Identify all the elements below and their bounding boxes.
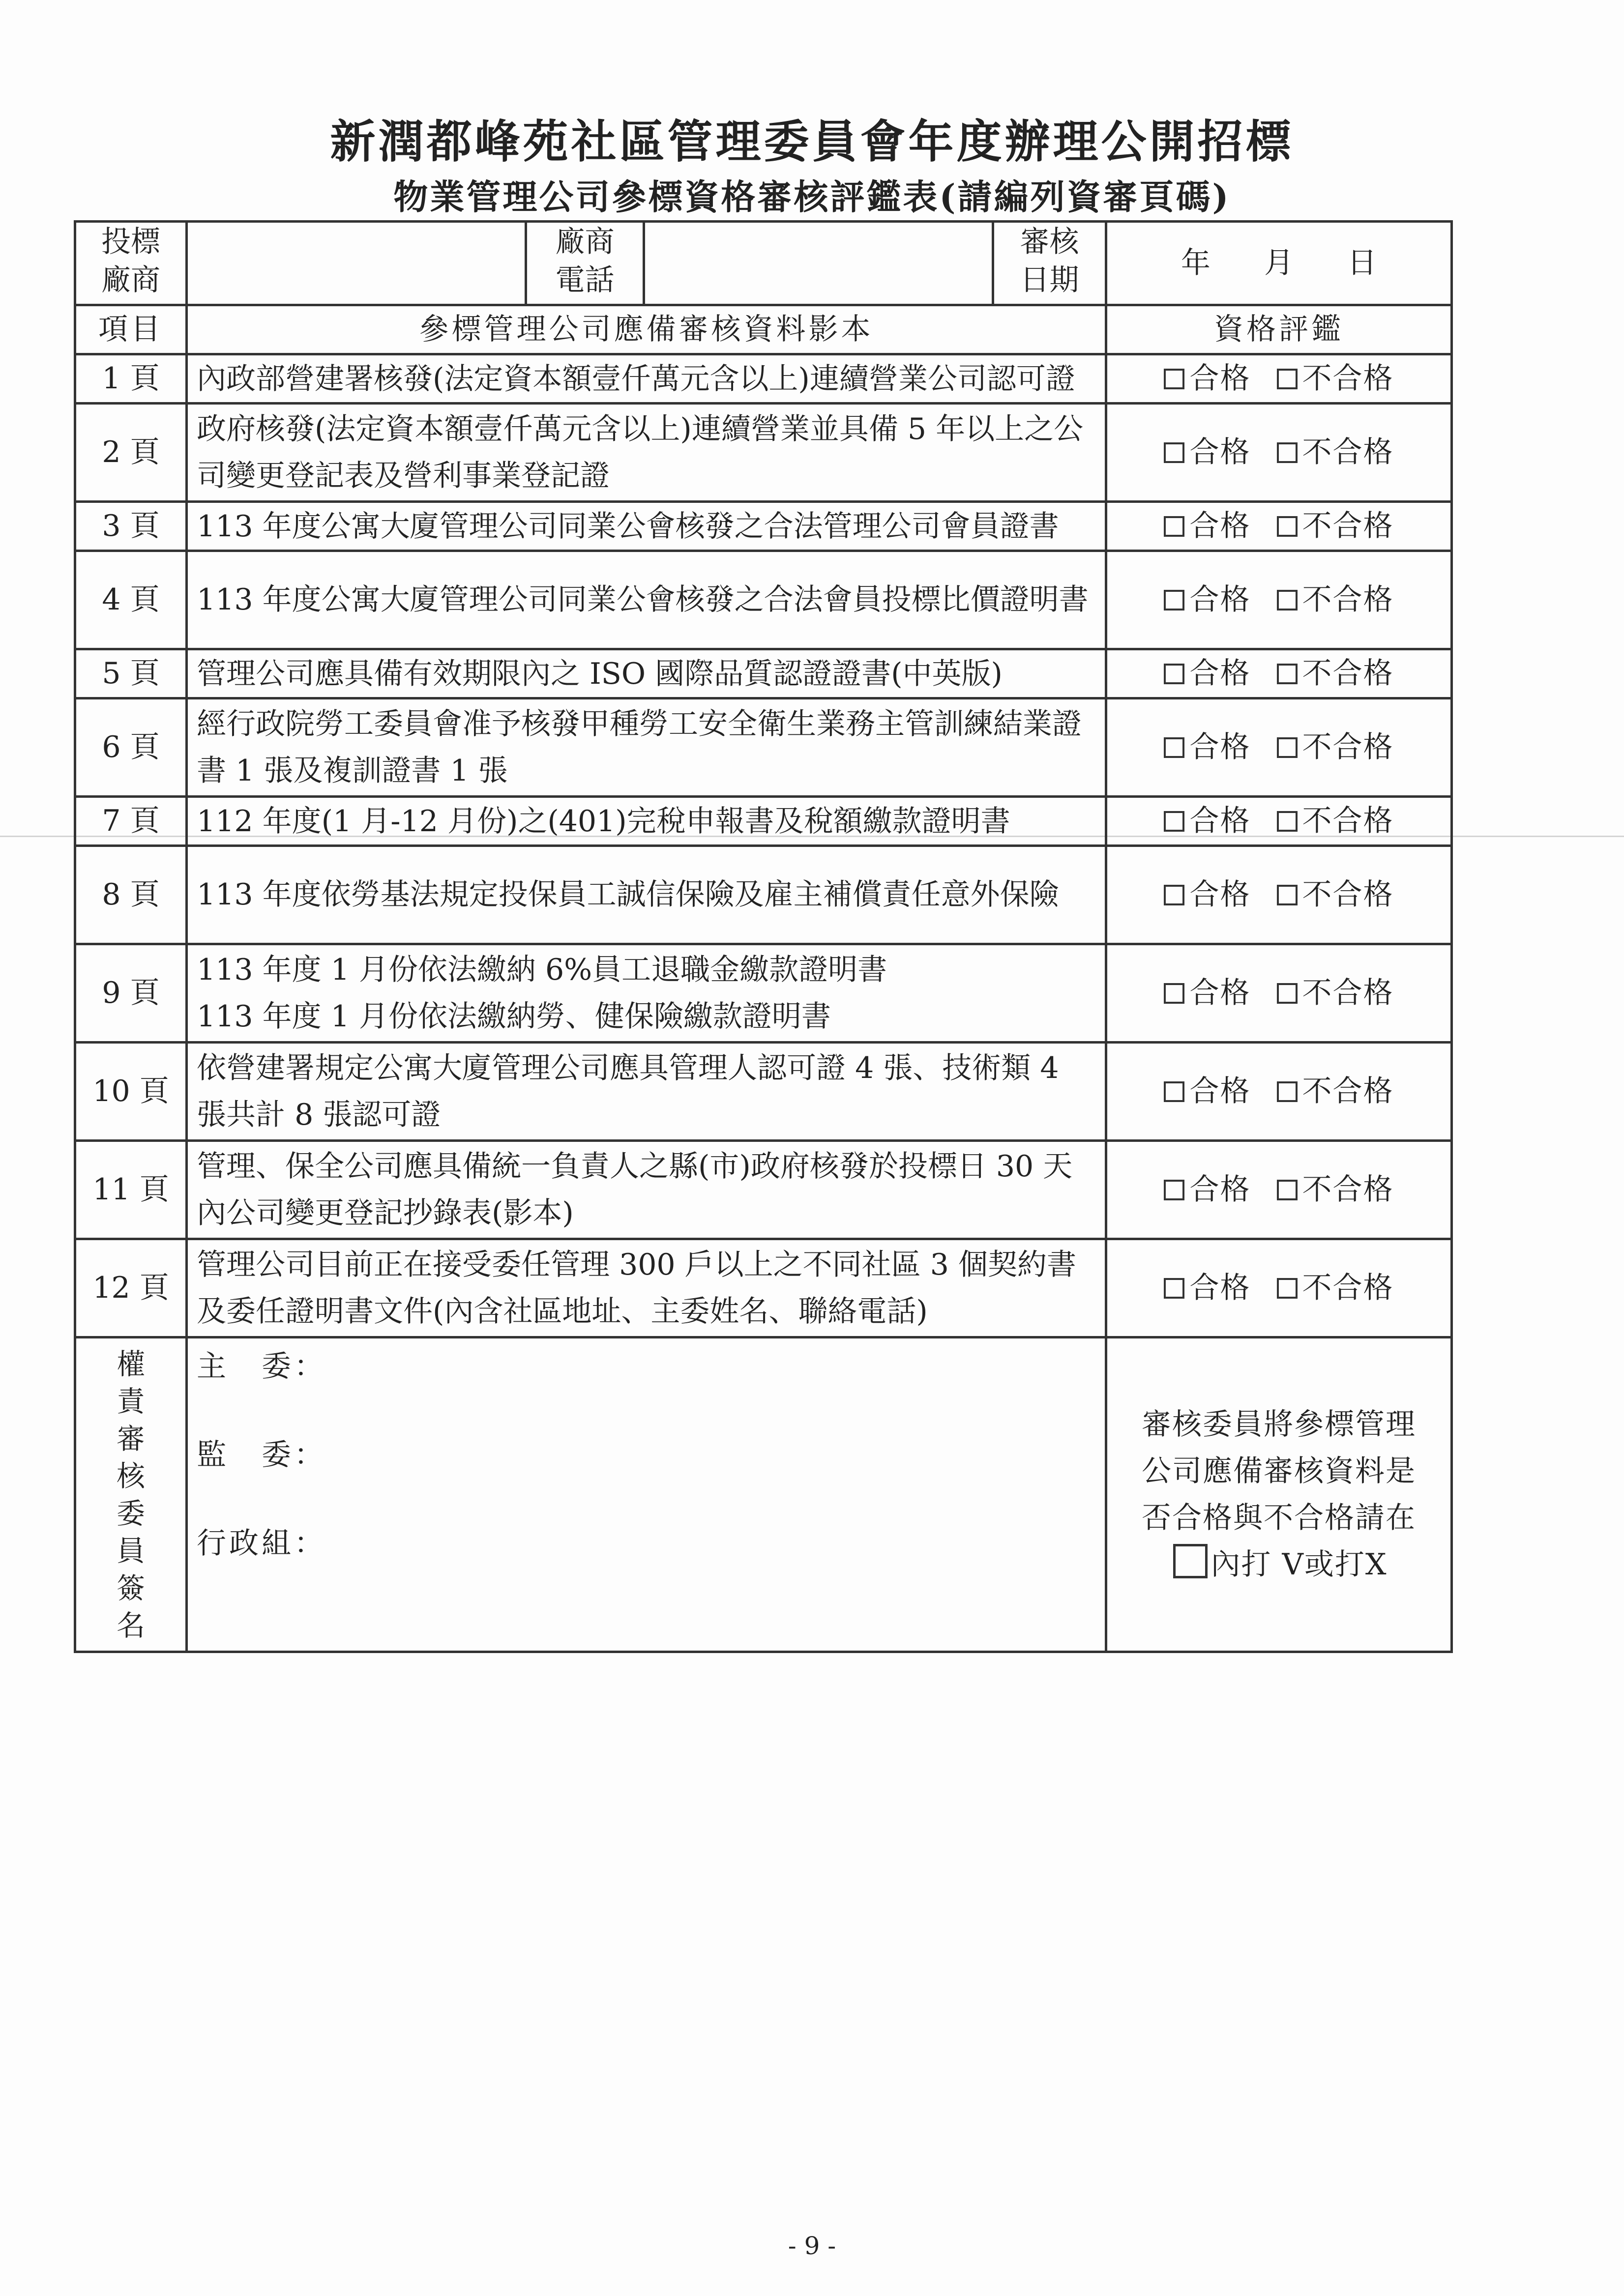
phone-field[interactable]	[644, 222, 993, 305]
eval-cell	[1106, 1239, 1452, 1337]
eval-cell	[1106, 354, 1452, 404]
table-row	[75, 649, 1452, 698]
fail-checkbox[interactable]: 不合格	[1277, 509, 1394, 543]
fail-checkbox[interactable]: 不合格	[1277, 656, 1394, 691]
fail-checkbox[interactable]: 不合格	[1277, 804, 1394, 838]
checkbox-icon	[1277, 1081, 1298, 1102]
checkbox-icon	[1164, 811, 1184, 832]
signature-label-cell	[75, 1337, 187, 1652]
page-cell: 2 頁	[75, 404, 187, 502]
checkbox-icon	[1277, 442, 1298, 463]
checkbox-icon	[1277, 885, 1298, 905]
page-cell: 12 頁	[75, 1239, 187, 1337]
checkbox-icon	[1164, 516, 1184, 537]
table-row	[75, 1239, 1452, 1337]
fail-checkbox[interactable]: 不合格	[1277, 976, 1394, 1010]
instruction-note	[1106, 1337, 1452, 1652]
checkbox-icon	[1164, 590, 1184, 610]
signature-row	[75, 1337, 1452, 1652]
checkbox-icon	[1277, 1180, 1298, 1200]
column-eval: 資格評鑑	[1106, 305, 1452, 354]
doc-cell: 經行政院勞工委員會准予核發甲種勞工安全衛生業務主管訓練結業證書 1 張及複訓證書 1 張	[187, 698, 1106, 797]
note-text-end: 內打 V或打X	[1211, 1547, 1388, 1582]
column-docs: 參標管理公司應備審核資料影本	[187, 305, 1106, 354]
document-subtitle: 物業管理公司參標資格審核評鑑表(請編列資審頁碼)	[393, 176, 1231, 217]
page-cell: 1 頁	[75, 354, 187, 404]
checkbox-icon	[1164, 664, 1184, 684]
eval-cell	[1106, 551, 1452, 649]
doc-cell: 113 年度依勞基法規定投保員工誠信保險及雇主補償責任意外保險	[187, 846, 1106, 944]
fail-checkbox[interactable]: 不合格	[1277, 582, 1394, 617]
date-label: 審核日期	[993, 222, 1106, 305]
doc-cell: 管理、保全公司應具備統一負責人之縣(市)政府核發於投標日 30 天內公司變更登記抄錄表(影本)	[187, 1141, 1106, 1239]
table-row	[75, 404, 1452, 502]
pass-checkbox[interactable]: 合格	[1164, 435, 1250, 469]
table-row	[75, 944, 1452, 1043]
doc-cell: 113 年度公寓大廈管理公司同業公會核發之合法管理公司會員證書	[187, 502, 1106, 551]
table-row	[75, 1043, 1452, 1141]
table-row	[75, 354, 1452, 404]
eval-cell	[1106, 797, 1452, 846]
eval-cell	[1106, 404, 1452, 502]
page-cell: 3 頁	[75, 502, 187, 551]
eval-cell	[1106, 846, 1452, 944]
fail-checkbox[interactable]: 不合格	[1277, 1172, 1394, 1207]
pass-checkbox[interactable]: 合格	[1164, 656, 1250, 691]
note-text: 審核委員將參標管理公司應備審核資料是否合格與不合格請在	[1142, 1407, 1416, 1535]
day-label: 日	[1347, 246, 1377, 280]
page-cell: 4 頁	[75, 551, 187, 649]
checkbox-icon	[1164, 983, 1184, 1004]
eval-cell	[1106, 649, 1452, 698]
checkbox-icon	[1164, 369, 1184, 389]
table-row	[75, 551, 1452, 649]
page-cell: 11 頁	[75, 1141, 187, 1239]
eval-cell	[1106, 1043, 1452, 1141]
checkbox-icon	[1277, 369, 1298, 389]
bidder-label: 投標廠商	[75, 222, 187, 305]
supervisor-signature[interactable]: 監 委：	[197, 1438, 326, 1472]
checkbox-icon	[1277, 737, 1298, 758]
table-row	[75, 502, 1452, 551]
page-cell: 10 頁	[75, 1043, 187, 1141]
checkbox-icon	[1164, 1278, 1184, 1299]
table-row	[75, 846, 1452, 944]
doc-cell: 112 年度(1 月-12 月份)之(401)完稅申報書及稅額繳款證明書	[187, 797, 1106, 846]
checkbox-icon	[1277, 811, 1298, 832]
pass-checkbox[interactable]: 合格	[1164, 877, 1250, 912]
eval-cell	[1106, 944, 1452, 1043]
doc-line: 113 年度 1 月份依法繳納勞、健保險繳款證明書	[197, 999, 831, 1034]
evaluation-form	[74, 220, 1453, 1653]
pass-checkbox[interactable]: 合格	[1164, 509, 1250, 543]
doc-cell: 內政部營建署核發(法定資本額壹仟萬元含以上)連續營業公司認可證	[187, 354, 1106, 404]
column-item: 項目	[75, 305, 187, 354]
document-title: 新潤都峰苑社區管理委員會年度辦理公開招標	[330, 115, 1294, 168]
checkbox-icon	[1277, 664, 1298, 684]
page-cell: 5 頁	[75, 649, 187, 698]
doc-cell	[187, 944, 1106, 1043]
fail-checkbox[interactable]: 不合格	[1277, 877, 1394, 912]
checkbox-icon	[1164, 1081, 1184, 1102]
year-label: 年	[1181, 246, 1211, 280]
checkbox-icon	[1277, 590, 1298, 610]
pass-checkbox[interactable]: 合格	[1164, 1074, 1250, 1108]
checkbox-icon	[1164, 885, 1184, 905]
pass-checkbox[interactable]: 合格	[1164, 804, 1250, 838]
pass-checkbox[interactable]: 合格	[1164, 1271, 1250, 1305]
table-row	[75, 1141, 1452, 1239]
chair-signature[interactable]: 主 委：	[197, 1349, 326, 1384]
review-date-field[interactable]	[1106, 222, 1452, 305]
doc-cell: 管理公司應具備有效期限內之 ISO 國際品質認證證書(中英版)	[187, 649, 1106, 698]
checkbox-icon	[1164, 1180, 1184, 1200]
doc-cell: 113 年度公寓大廈管理公司同業公會核發之合法會員投標比價證明書	[187, 551, 1106, 649]
eval-cell	[1106, 698, 1452, 797]
header-row	[75, 222, 1452, 305]
page-cell: 8 頁	[75, 846, 187, 944]
pass-checkbox[interactable]: 合格	[1164, 976, 1250, 1010]
checkbox-icon	[1277, 983, 1298, 1004]
empty-box-icon	[1173, 1544, 1208, 1578]
pass-checkbox[interactable]: 合格	[1164, 582, 1250, 617]
fail-checkbox[interactable]: 不合格	[1277, 730, 1394, 764]
fail-checkbox[interactable]: 不合格	[1277, 361, 1394, 396]
column-header-row	[75, 305, 1452, 354]
page-cell: 7 頁	[75, 797, 187, 846]
table-row	[75, 698, 1452, 797]
fail-checkbox[interactable]: 不合格	[1277, 435, 1394, 469]
eval-cell	[1106, 502, 1452, 551]
checkbox-icon	[1277, 516, 1298, 537]
signature-label: 權責審核委員簽名	[116, 1347, 145, 1642]
pass-checkbox[interactable]: 合格	[1164, 1172, 1250, 1207]
page-number: - 9 -	[788, 2232, 836, 2260]
eval-cell	[1106, 1141, 1452, 1239]
pass-checkbox[interactable]: 合格	[1164, 361, 1250, 396]
page-cell: 9 頁	[75, 944, 187, 1043]
page-cell: 6 頁	[75, 698, 187, 797]
doc-cell: 政府核發(法定資本額壹仟萬元含以上)連續營業並具備 5 年以上之公司變更登記表及營利事業登記證	[187, 404, 1106, 502]
checkbox-icon	[1164, 442, 1184, 463]
month-label: 月	[1264, 246, 1294, 280]
doc-line: 113 年度 1 月份依法繳納 6%員工退職金繳款證明書	[197, 952, 887, 987]
pass-checkbox[interactable]: 合格	[1164, 730, 1250, 764]
fail-checkbox[interactable]: 不合格	[1277, 1271, 1394, 1305]
doc-cell: 依營建署規定公寓大廈管理公司應具管理人認可證 4 張、技術類 4 張共計 8 張認可證	[187, 1043, 1106, 1141]
fail-checkbox[interactable]: 不合格	[1277, 1074, 1394, 1108]
admin-signature[interactable]: 行政組：	[197, 1526, 326, 1561]
doc-cell: 管理公司目前正在接受委任管理 300 戶以上之不同社區 3 個契約書及委任證明書文件(內含社區地址、主委姓名、聯絡電話)	[187, 1239, 1106, 1337]
table-row	[75, 797, 1452, 846]
checkbox-icon	[1164, 737, 1184, 758]
phone-label: 廠商電話	[526, 222, 644, 305]
checkbox-icon	[1277, 1278, 1298, 1299]
signature-area[interactable]	[187, 1337, 1106, 1652]
bidder-field[interactable]	[187, 222, 526, 305]
